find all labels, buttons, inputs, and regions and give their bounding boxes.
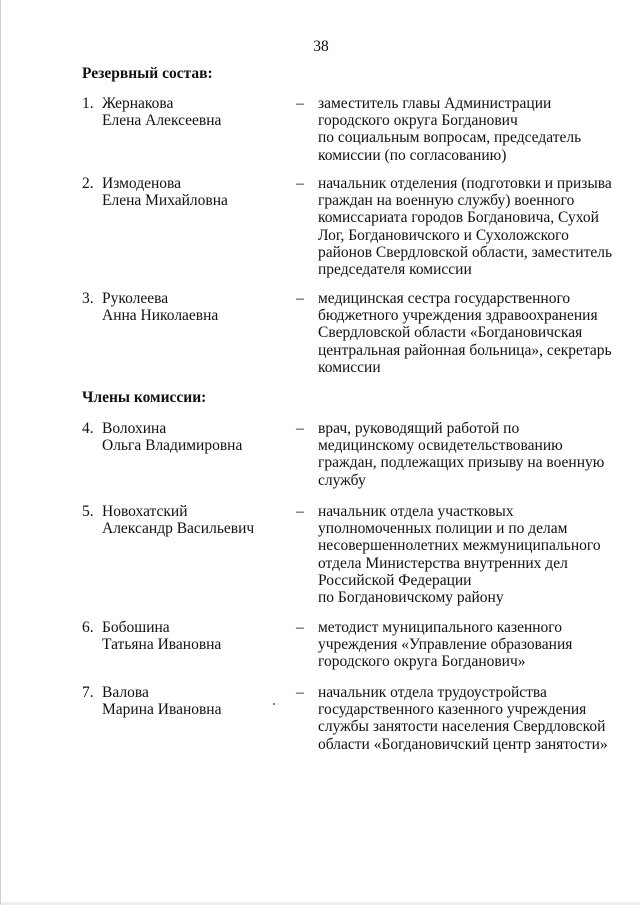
entry-number: 2. bbox=[82, 175, 94, 192]
member-role bbox=[318, 619, 618, 671]
role-line: государственного казенного учреждения bbox=[318, 701, 587, 719]
entry-number: 5. bbox=[82, 503, 94, 520]
member-role bbox=[318, 290, 618, 376]
role-line: Свердловской области «Богдановичская bbox=[318, 324, 583, 342]
member-surname: Жернакова bbox=[102, 95, 174, 112]
member-name bbox=[102, 95, 282, 129]
role-line: методист муниципального казенного bbox=[318, 619, 563, 636]
role-line: уполномоченных полиции и по делам bbox=[318, 520, 568, 538]
role-line: Российской Федерации bbox=[318, 571, 472, 589]
member-name bbox=[102, 684, 282, 718]
role-line: начальник отдела участковых bbox=[318, 503, 514, 520]
page-number: 38 bbox=[313, 38, 329, 55]
section-title-reserve: Резервный состав: bbox=[82, 65, 213, 82]
member-given-name: Елена Алексеевна bbox=[102, 112, 222, 129]
entry-number: 3. bbox=[82, 290, 94, 307]
member-given-name: Ольга Владимировна bbox=[102, 437, 243, 454]
member-surname: Измоденова bbox=[102, 175, 182, 192]
member-role bbox=[318, 420, 618, 489]
role-line: граждан, подлежащих призыву на военную bbox=[318, 454, 605, 472]
member-given-name: Татьяна Ивановна bbox=[102, 636, 222, 653]
member-given-name: Елена Михайловна bbox=[102, 192, 228, 209]
role-line: комиссариата городов Богдановича, Сухой bbox=[318, 209, 599, 227]
dash-separator: – bbox=[296, 619, 304, 636]
role-line: по социальным вопросам, председатель bbox=[318, 129, 582, 147]
member-name bbox=[102, 420, 282, 454]
member-surname: Волохина bbox=[102, 420, 167, 437]
role-line: комиссии (по согласованию) bbox=[318, 146, 507, 164]
role-line: председателя комиссии bbox=[318, 261, 472, 279]
role-line: Лог, Богдановичского и Сухоложского bbox=[318, 226, 569, 244]
section-title-members: Члены комиссии: bbox=[82, 389, 207, 406]
dash-separator: – bbox=[296, 290, 304, 307]
member-surname: Валова bbox=[102, 684, 149, 701]
role-line: начальник отделения (подготовки и призыва bbox=[318, 175, 612, 192]
member-given-name: Марина Ивановна bbox=[102, 701, 222, 718]
member-name bbox=[102, 503, 282, 537]
member-role bbox=[318, 684, 618, 753]
role-line: заместитель главы Администрации bbox=[318, 95, 552, 112]
dash-separator: – bbox=[296, 95, 304, 112]
role-line: бюджетного учреждения здравоохранения bbox=[318, 307, 598, 325]
member-surname: Руколеева bbox=[102, 290, 169, 307]
role-line: городского округа Богданович» bbox=[318, 653, 526, 671]
role-line: городского округа Богданович bbox=[318, 112, 518, 130]
member-given-name: Александр Васильевич bbox=[102, 520, 255, 537]
role-line: начальник отдела трудоустройства bbox=[318, 684, 547, 701]
role-line: районов Свердловской области, заместитель bbox=[318, 243, 613, 261]
role-line: комиссии bbox=[318, 358, 381, 376]
member-given-name: Анна Николаевна bbox=[102, 307, 219, 324]
dash-separator: – bbox=[296, 684, 304, 701]
member-name bbox=[102, 175, 282, 209]
role-line: по Богдановичскому району bbox=[318, 589, 504, 607]
role-line: центральная районная больница», секретарь bbox=[318, 341, 612, 359]
role-line: медицинская сестра государственного bbox=[318, 290, 571, 307]
role-line: врач, руководящий работой по bbox=[318, 420, 520, 437]
member-name bbox=[102, 290, 282, 324]
scan-speck bbox=[273, 703, 275, 705]
entry-number: 4. bbox=[82, 420, 94, 437]
entry-number: 1. bbox=[82, 95, 94, 112]
role-line: несовершеннолетних межмуниципального bbox=[318, 537, 601, 555]
member-name bbox=[102, 619, 282, 653]
role-line: граждан на военную службу) военного bbox=[318, 192, 575, 210]
role-line: области «Богдановичский центр занятости» bbox=[318, 735, 608, 753]
member-role bbox=[318, 503, 618, 606]
role-line: медицинскому освидетельствованию bbox=[318, 437, 563, 455]
dash-separator: – bbox=[296, 175, 304, 192]
dash-separator: – bbox=[296, 420, 304, 437]
member-role bbox=[318, 175, 618, 278]
role-line: службу bbox=[318, 471, 366, 489]
member-surname: Новохатский bbox=[102, 503, 188, 520]
entry-number: 6. bbox=[82, 619, 94, 636]
role-line: службы занятости населения Свердловской bbox=[318, 718, 606, 736]
entry-number: 7. bbox=[82, 684, 94, 701]
role-line: учреждения «Управление образования bbox=[318, 636, 573, 654]
role-line: отдела Министерства внутренних дел bbox=[318, 554, 568, 572]
dash-separator: – bbox=[296, 503, 304, 520]
member-role bbox=[318, 95, 618, 164]
member-surname: Бобошина bbox=[102, 619, 170, 636]
